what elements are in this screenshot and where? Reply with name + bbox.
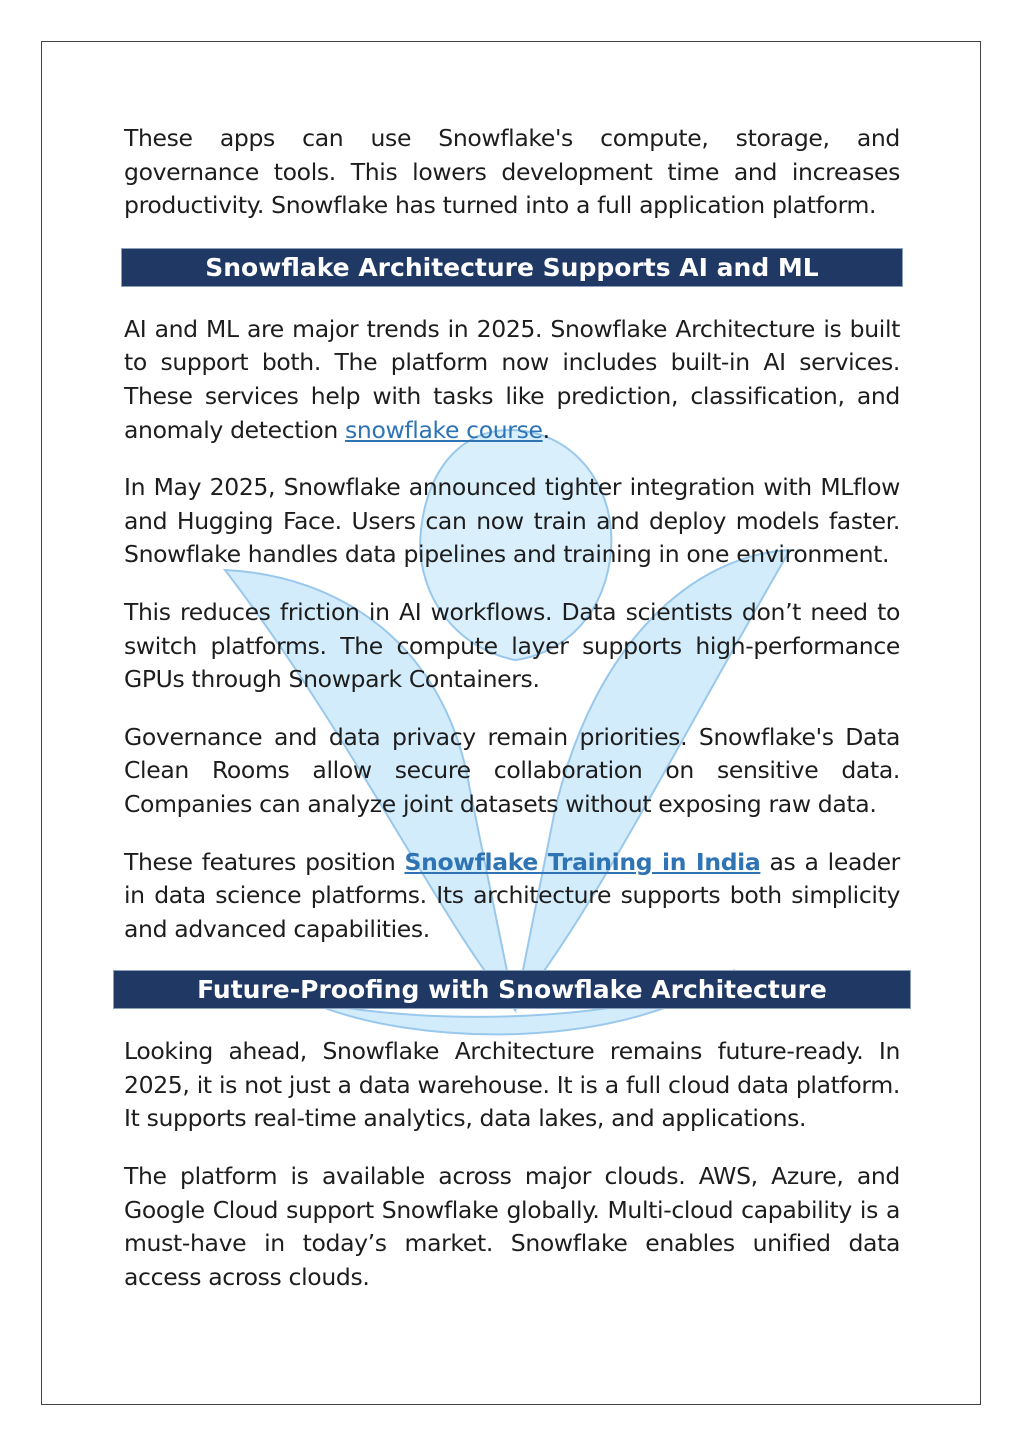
paragraph-features xyxy=(124,846,900,947)
paragraph-mlflow: In May 2025, Snowflake announced tighter integration with MLflow and Hugging Face. Users can now train and deploy models faster. Snowflake handles data pipelines and training in one environment. xyxy=(124,473,900,569)
paragraph-multi-cloud: The platform is available across major clouds. AWS, Azure, and Google Cloud support Snowflake globally. Multi-cloud capability is a must-have in today’s market. Snowflake enables unified data access across clouds. xyxy=(124,1162,900,1291)
paragraph-looking-ahead: Looking ahead, Snowflake Architecture remains future-ready. In 2025, it is not just a data warehouse. It is a full cloud data platform. It supports real-time analytics, data lakes, and applications. xyxy=(124,1037,900,1133)
section-heading-future-proofing: Future-Proofing with Snowflake Architecture xyxy=(113,970,911,1009)
paragraph-text: AI and ML are major trends in 2025. Snowflake Architecture is built to support both. The platform now includes built-in AI services. These services help with tasks like prediction, classification, and anomaly detection xyxy=(124,314,900,444)
paragraph-end: . xyxy=(542,415,550,444)
intro-paragraph: These apps can use Snowflake's compute, storage, and governance tools. This lowers development time and increases productivity. Snowflake has turned into a full application platform. xyxy=(124,124,900,220)
paragraph-text: as a leader in data science platforms. Its architecture supports both simplicity and advanced capabilities. xyxy=(124,847,900,943)
snowflake-course-link[interactable]: snowflake course xyxy=(345,415,543,444)
paragraph-text: These features position xyxy=(124,847,405,876)
paragraph-governance: Governance and data privacy remain priorities. Snowflake's Data Clean Rooms allow secure collaboration on sensitive data. Companies can analyze joint datasets without exposing raw data. xyxy=(124,722,900,818)
paragraph-ai-workflows: This reduces friction in AI workflows. Data scientists don’t need to switch platforms. The compute layer supports high-performance GPUs through Snowpark Containers. xyxy=(124,597,900,694)
section-heading-ai-ml: Snowflake Architecture Supports AI and ML xyxy=(121,248,903,287)
document-content xyxy=(124,122,900,1294)
snowflake-training-india-link[interactable]: Snowflake Training in India xyxy=(404,847,761,876)
paragraph-ai-ml-trends xyxy=(124,313,900,447)
